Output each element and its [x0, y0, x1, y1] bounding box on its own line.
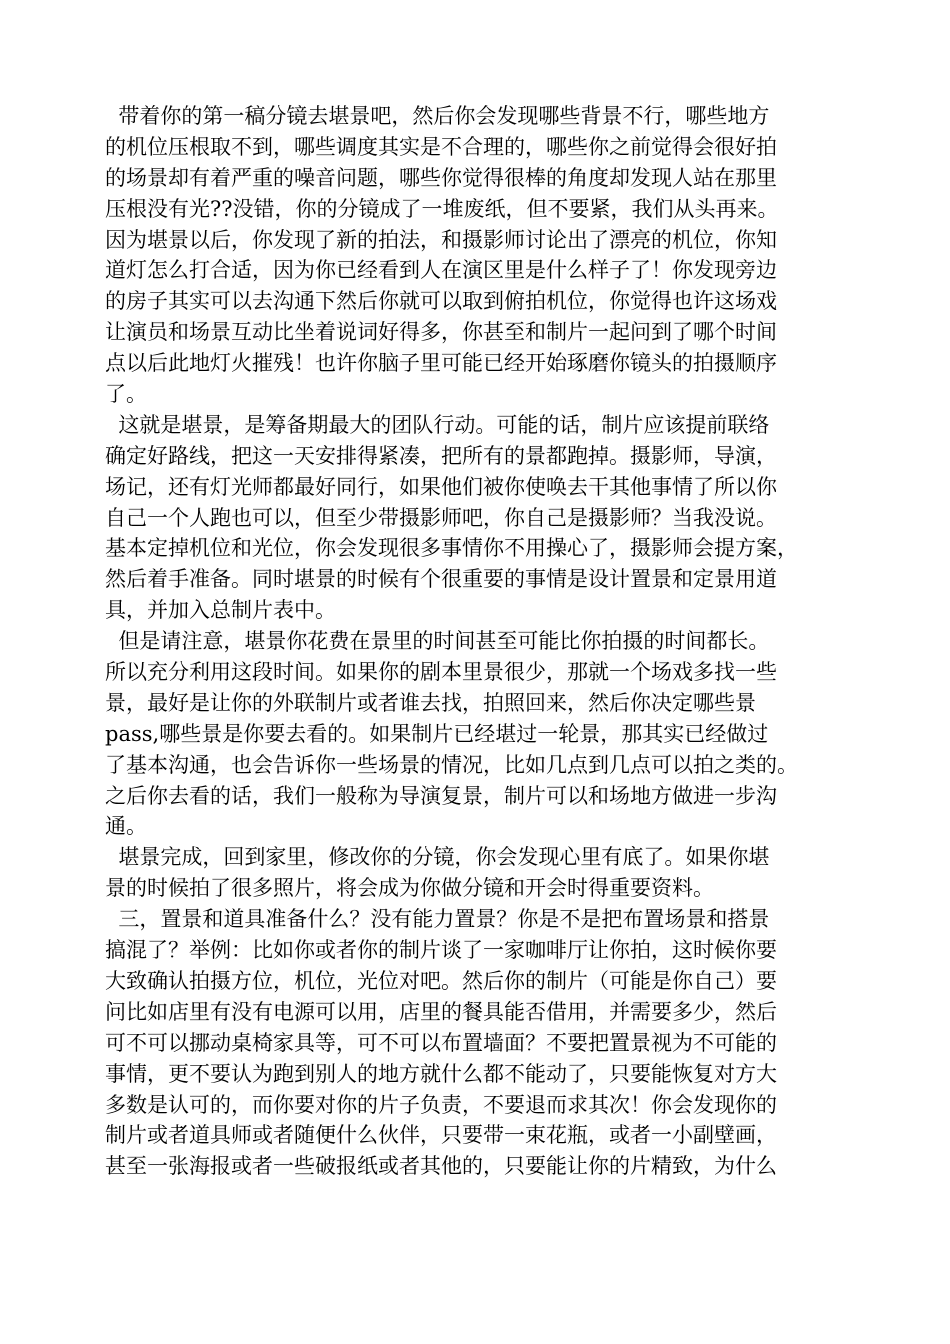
body-text: [105, 101, 865, 1182]
text-line: 事情，更不要认为跑到别人的地方就什么都不能动了，只要能恢复对方大: [105, 1061, 777, 1086]
text-line: 压根没有光??没错，你的分镜成了一堆废纸，但不要紧，我们从头再来。: [105, 196, 779, 221]
text-line: 三，置景和道具准备什么？没有能力置景？你是不是把布置场景和搭景: [105, 907, 770, 932]
text-line: 大致确认拍摄方位，机位，光位对吧。然后你的制片（可能是你自己）要: [105, 968, 777, 993]
text-line: 场记，还有灯光师都最好同行，如果他们被你使唤去干其他事情了所以你: [105, 474, 777, 499]
text-line: 的机位压根取不到，哪些调度其实是不合理的，哪些你之前觉得会很好拍: [105, 134, 777, 159]
text-line: 让演员和场景互动比坐着说词好得多，你甚至和制片一起问到了哪个时间: [105, 320, 777, 345]
text-line: 可不可以挪动桌椅家具等，可不可以布置墙面？不要把置景视为不可能的: [105, 1030, 777, 1055]
paragraph: [105, 904, 865, 1182]
text-line: 景，最好是让你的外联制片或者谁去找，拍照回来，然后你决定哪些景: [105, 690, 756, 715]
text-line: pass,哪些景是你要去看的。如果制片已经堪过一轮景，那其实已经做过: [105, 721, 769, 746]
paragraph: [105, 410, 865, 626]
text-line: 这就是堪景，是筹备期最大的团队行动。可能的话，制片应该提前联络: [105, 412, 770, 437]
text-line: 堪景完成，回到家里，修改你的分镜，你会发现心里有底了。如果你堪: [105, 845, 770, 870]
text-line: 之后你去看的话，我们一般称为导演复景，制片可以和场地方做进一步沟: [105, 783, 777, 808]
text-line: 所以充分利用这段时间。如果你的剧本里景很少，那就一个场戏多找一些: [105, 660, 777, 685]
text-line: 然后着手准备。同时堪景的时候有个很重要的事情是设计置景和定景用道: [105, 567, 777, 592]
paragraph: [105, 101, 865, 410]
text-line: 通。: [105, 814, 147, 839]
text-line: 点以后此地灯火摧残！也许你脑子里可能已经开始琢磨你镜头的拍摄顺序: [105, 351, 777, 376]
text-line: 景的时候拍了很多照片，将会成为你做分镜和开会时得重要资料。: [105, 876, 714, 901]
text-line: 了基本沟通，也会告诉你一些场景的情况，比如几点到几点可以拍之类的。: [105, 752, 798, 777]
text-line: 搞混了？举例：比如你或者你的制片谈了一家咖啡厅让你拍，这时候你要: [105, 938, 777, 963]
text-line: 自己一个人跑也可以，但至少带摄影师吧，你自己是摄影师？当我没说。: [105, 505, 777, 530]
text-line: 的房子其实可以去沟通下然后你就可以取到俯拍机位，你觉得也许这场戏: [105, 289, 777, 314]
text-line: 基本定掉机位和光位，你会发现很多事情你不用操心了，摄影师会提方案，: [105, 536, 798, 561]
paragraph: [105, 842, 865, 904]
text-line: 因为堪景以后，你发现了新的拍法，和摄影师讨论出了漂亮的机位，你知: [105, 227, 777, 252]
text-line: 带着你的第一稿分镜去堪景吧，然后你会发现哪些背景不行，哪些地方: [105, 104, 770, 128]
text-line: 具，并加入总制片表中。: [105, 598, 336, 623]
text-line: 但是请注意，堪景你花费在景里的时间甚至可能比你拍摄的时间都长。: [105, 629, 770, 654]
text-line: 的场景却有着严重的噪音问题，哪些你觉得很棒的角度却发现人站在那里: [105, 165, 777, 190]
text-line: 道灯怎么打合适，因为你已经看到人在演区里是什么样子了！你发现旁边: [105, 258, 777, 283]
text-line: 多数是认可的，而你要对你的片子负责，不要退而求其次！你会发现你的: [105, 1092, 777, 1117]
text-line: 甚至一张海报或者一些破报纸或者其他的，只要能让你的片精致，为什么: [105, 1154, 777, 1179]
text-line: 了。: [105, 382, 147, 407]
text-line: 制片或者道具师或者随便什么伙伴，只要带一束花瓶，或者一小副壁画，: [105, 1123, 777, 1148]
text-line: 问比如店里有没有电源可以用，店里的餐具能否借用，并需要多少，然后: [105, 999, 777, 1024]
paragraph: [105, 626, 865, 842]
text-line: 确定好路线，把这一天安排得紧凑，把所有的景都跑掉。摄影师，导演，: [105, 443, 777, 468]
